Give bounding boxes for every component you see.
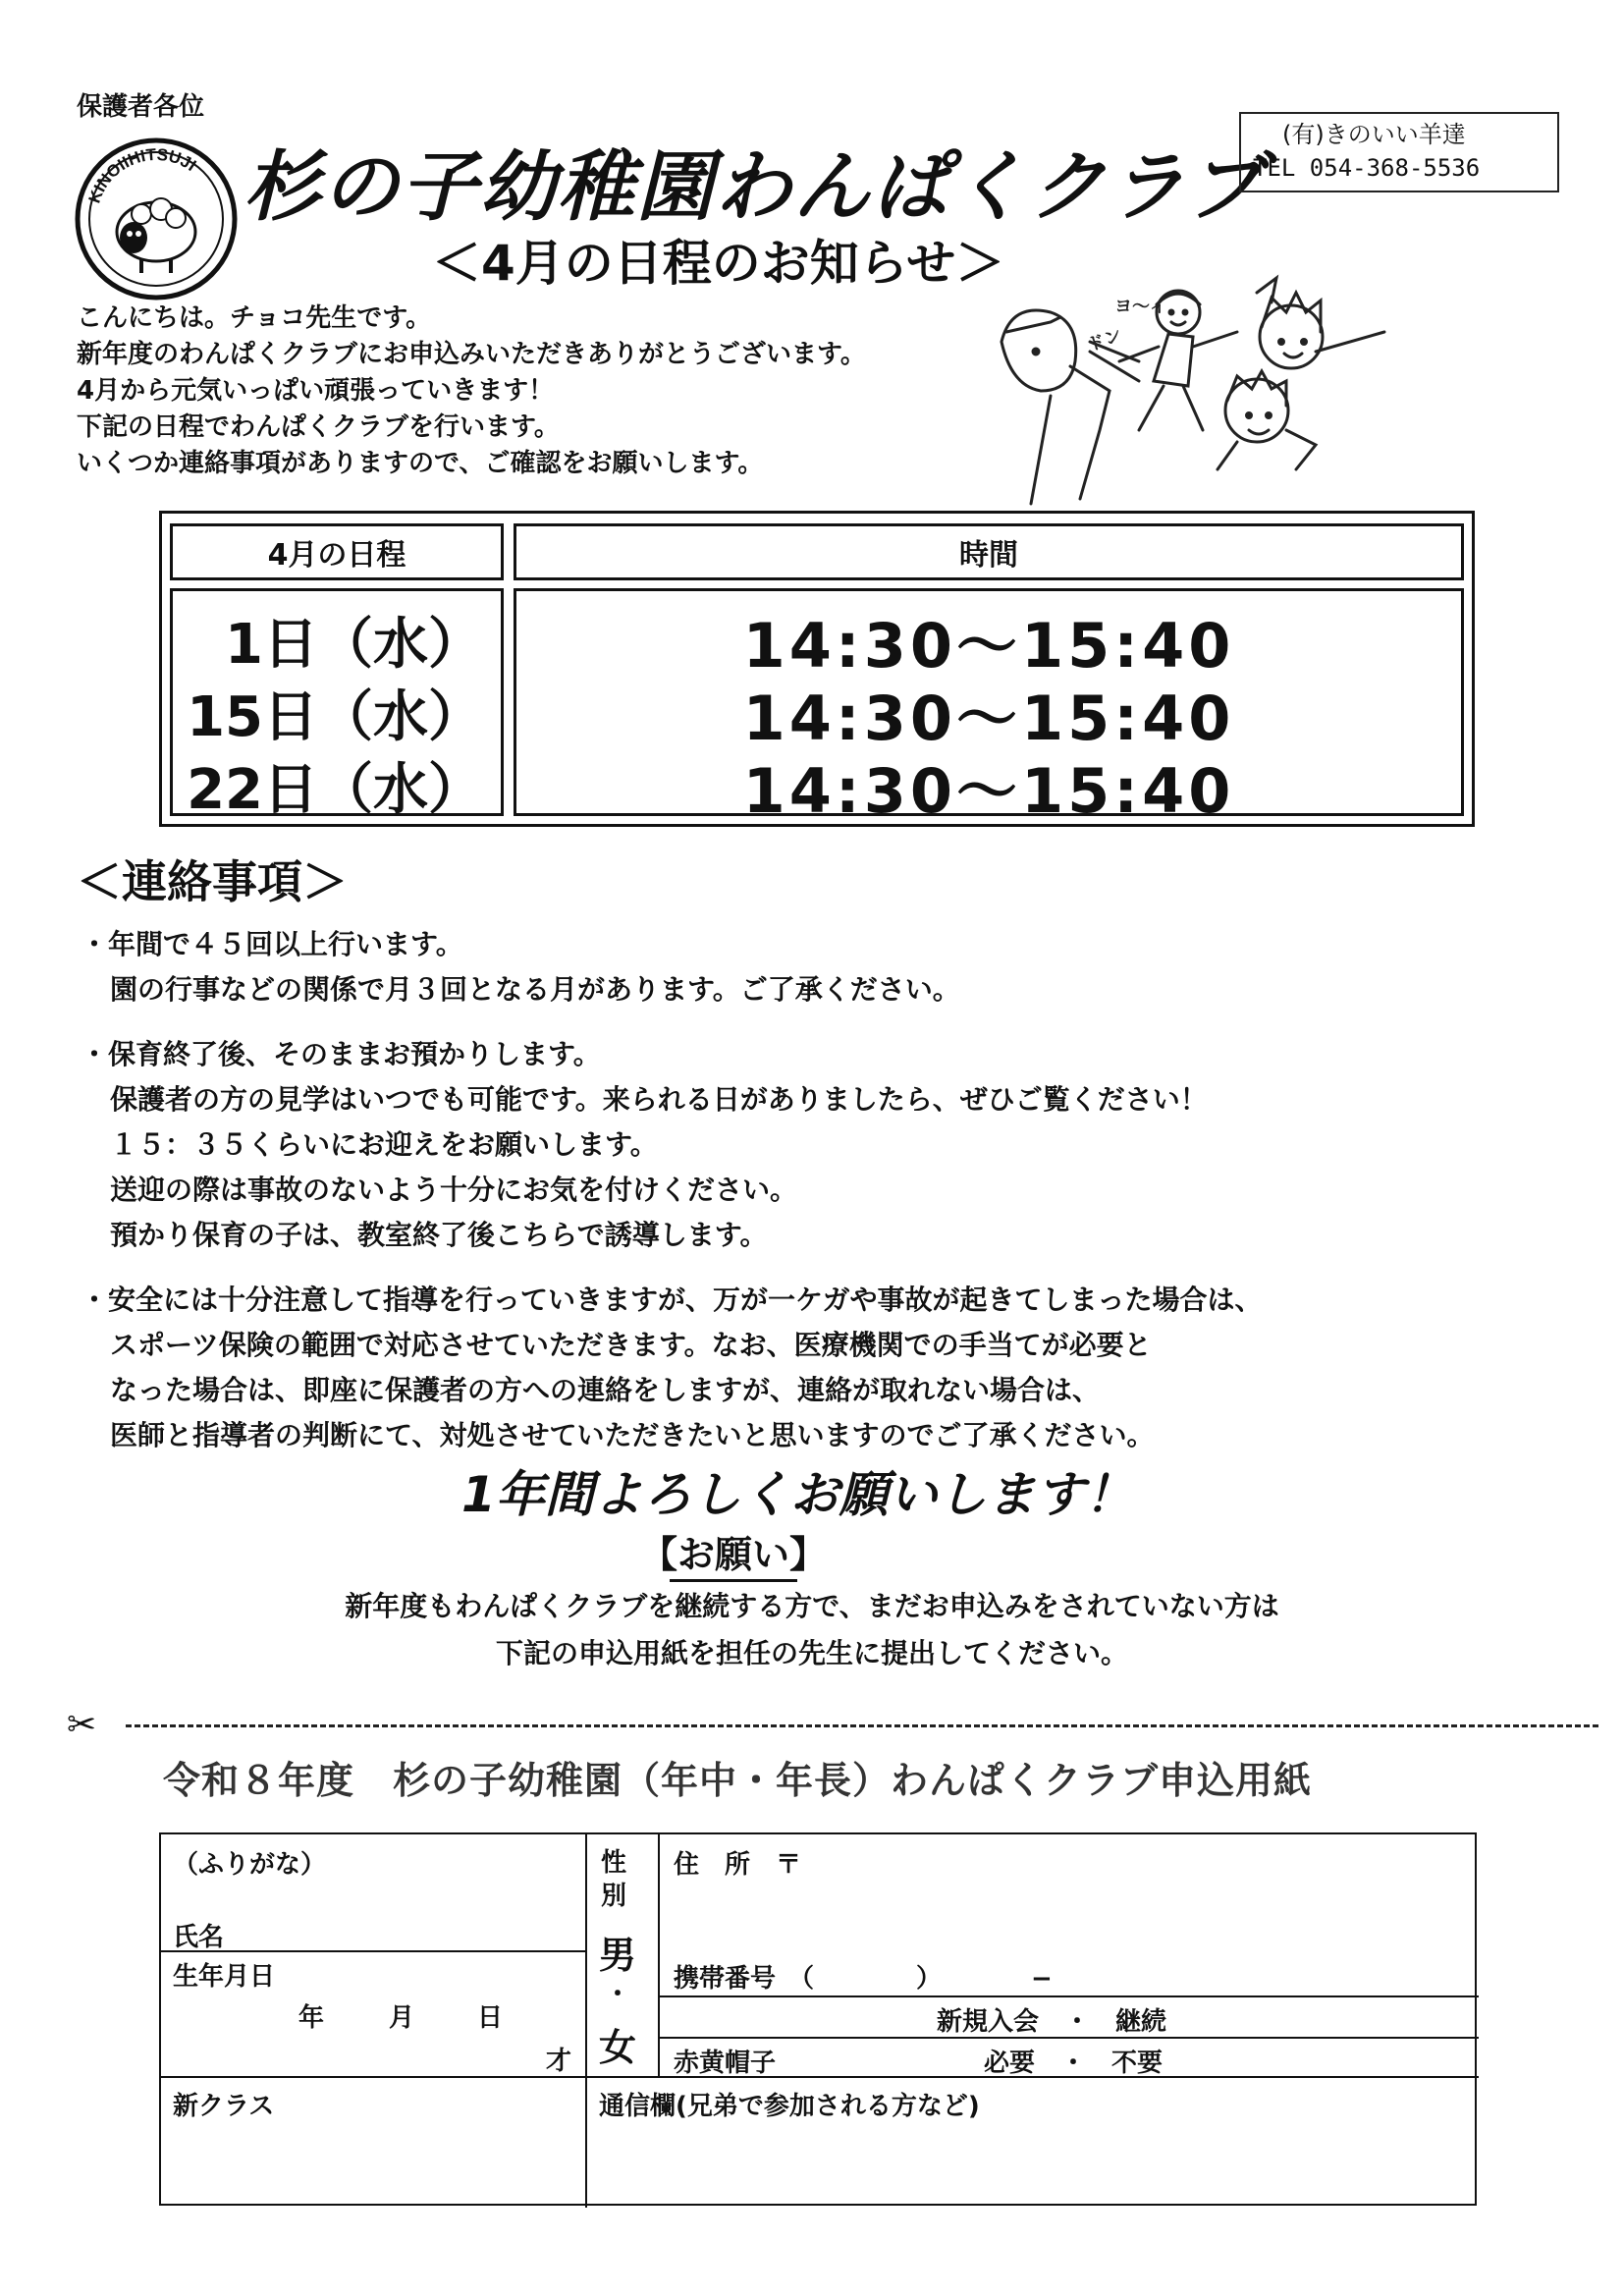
schedule-date: 22日（水）	[187, 758, 483, 822]
running-kids-illustration	[992, 273, 1404, 509]
gender-label: 性	[601, 1848, 627, 1878]
notice-line: ・年間で４５回以上行います。	[81, 928, 463, 960]
year-label: 年	[298, 2003, 325, 2033]
cut-line	[47, 1705, 1598, 1745]
schedule-time: 14:30〜15:40	[742, 683, 1235, 754]
hat-label: 赤黄帽子	[674, 2049, 777, 2078]
intro-line: 4月から元気いっぱい頑張っていきます！	[77, 376, 555, 406]
main-title: 杉の子幼稚園わんぱくクラブ	[244, 143, 1266, 232]
request-heading-underline	[670, 1579, 797, 1582]
logo-text: KINOIIHITSUJI	[84, 144, 200, 206]
addressee: 保護者各位	[77, 92, 205, 122]
notice-line: 保護者の方の見学はいつでも可能です。来られる日がありましたら、ぜひご覧ください！	[110, 1083, 1208, 1116]
furigana-label: （ふりがな）	[173, 1850, 327, 1880]
scissors-icon: ✂	[67, 1705, 97, 1745]
day-label: 日	[477, 2003, 504, 2033]
request-line: 下記の申込用紙を担任の先生に提出してください。	[495, 1637, 1128, 1669]
comments-label: 通信欄(兄弟で参加される方など)	[599, 2092, 980, 2121]
month-label: 月	[389, 2003, 415, 2033]
schedule-table	[159, 511, 1475, 827]
schedule-time: 14:30〜15:40	[742, 755, 1235, 827]
schedule-date: 1日（水）	[225, 613, 483, 677]
company-info-box	[1239, 112, 1559, 192]
sheep-logo-icon	[73, 136, 240, 302]
schedule-times	[514, 588, 1464, 827]
form-title: 令和８年度 杉の子幼稚園（年中・年長）わんぱくクラブ申込用紙	[163, 1759, 1313, 1802]
intro-line: 新年度のわんぱくクラブにお申込みいただきありがとうございます。	[77, 340, 866, 369]
notices-heading: ＜連絡事項＞	[77, 855, 348, 908]
subtitle: ＜4月の日程のお知らせ＞	[432, 235, 1005, 292]
intro-line: いくつか連絡事項がありますので、ご確認をお願いします。	[77, 449, 764, 478]
gender-separator: ・	[605, 1980, 631, 2009]
gender-label: 別	[601, 1882, 627, 1911]
notice-line: １５：３５くらいにお迎えをお願いします。	[110, 1128, 658, 1161]
request-heading-text: 【お願い】	[640, 1533, 828, 1576]
form-divider	[585, 1834, 587, 2208]
birthdate-label: 生年月日	[173, 1962, 276, 1992]
application-form	[159, 1832, 1477, 2206]
mobile-label: 携帯番号 （ ） −	[674, 1964, 1053, 1994]
form-divider	[161, 1950, 585, 1952]
company-name: (有)きのいい羊達	[1282, 121, 1466, 148]
notice-line: ・安全には十分注意して指導を行っていきますが、万が一ケガや事故が起きてしまった場合は、	[81, 1284, 1263, 1316]
request-heading	[640, 1524, 827, 1578]
notice-line: 園の行事などの関係で月３回となる月があります。ご了承ください。	[110, 973, 960, 1006]
schedule-header-time: 時間	[514, 523, 1464, 580]
closing-message: 1年間よろしくお願いします！	[461, 1466, 1134, 1523]
child-head	[1260, 305, 1323, 368]
gender-female-option[interactable]: 女	[599, 2026, 637, 2069]
notice-line: 送迎の際は事故のないよう十分にお気を付けください。	[110, 1174, 798, 1206]
age-label: 才	[546, 2047, 572, 2076]
new-class-label: 新クラス	[173, 2092, 275, 2121]
illustration-shout-1: ヨ〜イ	[1114, 297, 1167, 316]
form-divider	[658, 1995, 1479, 1997]
schedule-dates	[170, 588, 504, 822]
intro-line: 下記の日程でわんぱくクラブを行います。	[77, 412, 560, 442]
company-phone: TEL 054-368-5536	[1253, 154, 1481, 182]
hat-options[interactable]: 必要 ・ 不要	[984, 2049, 1164, 2078]
form-divider	[658, 1834, 660, 2078]
illustration-shout-2: ドン	[1084, 324, 1125, 355]
notice-line: なった場合は、即座に保護者の方への連絡をしますが、連絡が取れない場合は、	[110, 1374, 1101, 1406]
intro-line: こんにちは。チョコ先生です。	[77, 303, 432, 333]
address-label: 住 所 〒	[674, 1850, 802, 1880]
intro-text	[77, 301, 960, 482]
dashed-divider	[126, 1724, 1598, 1727]
notice-line: 医師と指導者の判断にて、対処させていただきたいと思いますのでご了承ください。	[110, 1419, 1155, 1451]
notice-line: スポーツ保険の範囲で対応させていただきます。なお、医療機関での手当てが必要と	[110, 1329, 1152, 1361]
membership-options[interactable]: 新規入会 ・ 継続	[937, 2007, 1167, 2037]
schedule-header-date: 4月の日程	[170, 523, 504, 580]
request-line: 新年度もわんぱくクラブを継続する方で、まだお申込みをされていない方は	[345, 1590, 1279, 1622]
gender-male-option[interactable]: 男	[599, 1934, 637, 1977]
name-label: 氏名	[173, 1923, 225, 1952]
schedule-date: 15日（水）	[187, 685, 483, 749]
form-divider	[161, 2076, 1479, 2078]
notice-line: ・保育終了後、そのままお預かりします。	[81, 1038, 601, 1070]
schedule-time: 14:30〜15:40	[742, 610, 1235, 682]
notice-line: 預かり保育の子は、教室終了後こちらで誘導します。	[110, 1219, 768, 1251]
